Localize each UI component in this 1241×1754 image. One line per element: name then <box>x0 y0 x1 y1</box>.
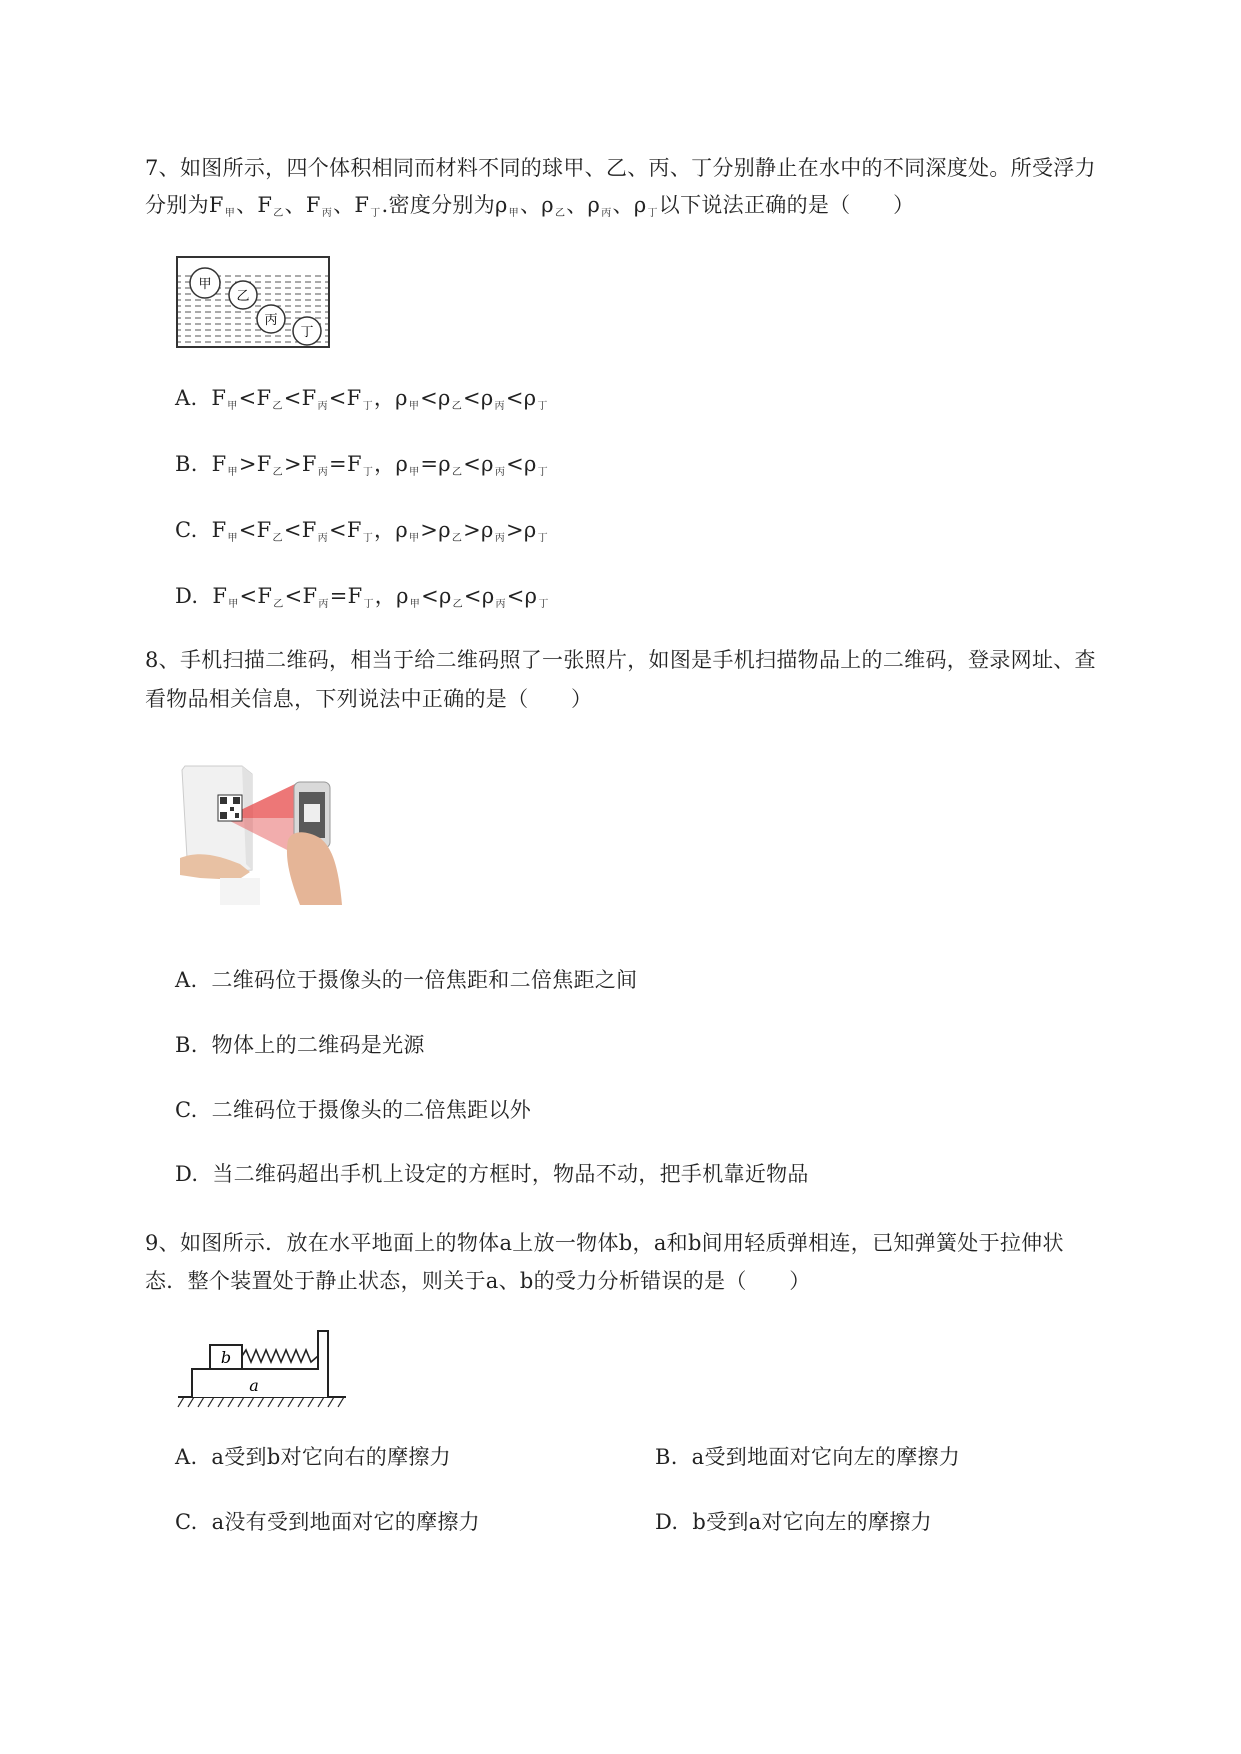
q7-option-c[interactable]: C. $F_甲<F_乙<F_丙<F_丁$，$\rho_甲>\rho_乙>\rho_丙>\rho_丁$ <box>175 518 548 544</box>
q8-option-b[interactable]: B. 物体上的二维码是光源 <box>175 1033 425 1057</box>
q7-stem-line1: 7、如图所示，四个体积相同而材料不同的球甲、乙、丙、丁分别静止在水中的不同深度处。所受浮力 <box>145 156 1096 180</box>
q7-option-d[interactable]: D. $F_甲<F_乙<F_丙=F_丁$，$\rho_甲<\rho_乙<\rho_丙<\rho_丁$ <box>175 584 549 610</box>
qr-code-icon <box>218 795 242 821</box>
q8-option-c[interactable]: C. 二维码位于摄像头的二倍焦距以外 <box>175 1098 532 1122</box>
q8-qr-scan-photo <box>180 760 360 905</box>
block-b-label: b <box>220 1348 232 1367</box>
ball-bing <box>257 305 285 333</box>
q9-option-d[interactable]: D. b受到a对它向左的摩擦力 <box>655 1510 932 1534</box>
right-hand <box>287 832 342 905</box>
q8-option-d[interactable]: D. 当二维码超出手机上设定的方框时，物品不动，把手机靠近物品 <box>175 1162 809 1186</box>
svg-text:丙: 丙 <box>264 313 278 328</box>
q9-option-c[interactable]: C. a没有受到地面对它的摩擦力 <box>175 1510 480 1534</box>
block-a-label: a <box>249 1376 259 1395</box>
q7-stem-line2: 分别为$F_甲$、$F_乙$、$F_丙$、$F_丁$.密度分别为$\rho_甲$、$\rho_乙$、$\rho_丙$、$\rho_丁$以下说法正确的是（ ） <box>145 193 915 219</box>
phone-screen-qr-icon <box>304 804 320 822</box>
ball-jia <box>190 268 220 298</box>
q7-option-a[interactable]: A. $F_甲<F_乙<F_丙<F_丁$，$\rho_甲<\rho_乙<\rho_丙<\rho_丁$ <box>175 386 548 412</box>
q8-option-a[interactable]: A. 二维码位于摄像头的一倍焦距和二倍焦距之间 <box>175 968 638 992</box>
q9-stem-line1: 9、如图所示．放在水平地面上的物体a上放一物体b，a和b间用轻质弹相连，已知弹簧处于拉伸状 <box>145 1231 1064 1255</box>
q7-option-b[interactable]: B. $F_甲>F_乙>F_丙=F_丁$，$\rho_甲=\rho_乙<\rho_丙<\rho_丁$ <box>175 452 548 478</box>
ball-ding <box>293 317 321 345</box>
q9-spring-blocks-figure <box>176 1325 351 1415</box>
svg-text:甲: 甲 <box>198 277 212 292</box>
q9-stem-line2: 态．整个装置处于静止状态，则关于a、b的受力分析错误的是（ ） <box>145 1269 811 1293</box>
svg-text:乙: 乙 <box>236 289 250 304</box>
q9-option-a[interactable]: A. a受到b对它向右的摩擦力 <box>175 1445 451 1469</box>
q9-option-b[interactable]: B. a受到地面对它向左的摩擦力 <box>655 1445 961 1469</box>
ball-yi <box>229 281 257 309</box>
spring <box>242 1350 318 1362</box>
q7-water-tank-figure <box>175 255 335 351</box>
q8-stem-line2: 看物品相关信息，下列说法中正确的是（ ） <box>145 687 593 711</box>
ground-hatching <box>178 1397 344 1407</box>
svg-text:丁: 丁 <box>300 325 314 340</box>
q8-stem-line1: 8、手机扫描二维码，相当于给二维码照了一张照片，如图是手机扫描物品上的二维码，登录网址、查 <box>145 648 1096 672</box>
